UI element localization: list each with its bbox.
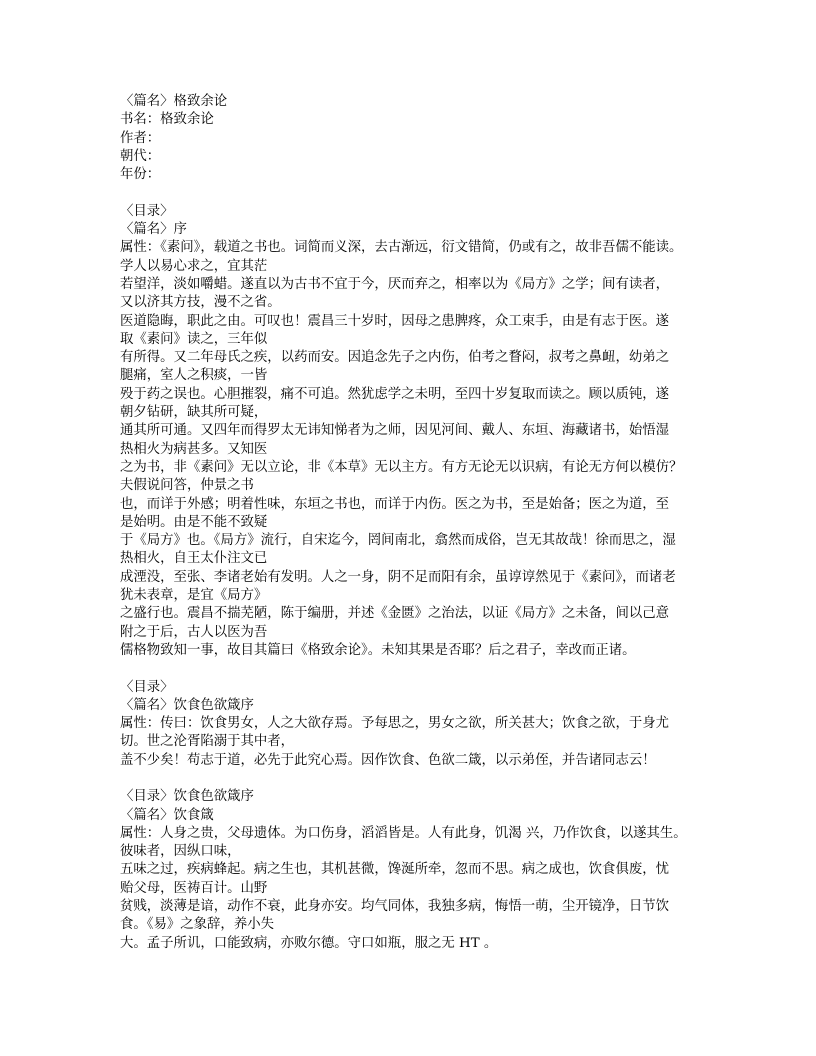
text-line: 彼味者，因纵口味， <box>120 844 241 860</box>
text-line: 是始明。由是不能不致疑 <box>120 514 268 530</box>
text-line: 夫假说问答，仲景之书 <box>120 478 254 494</box>
document-page <box>120 93 700 953</box>
toc-marker: 〈目录〉 <box>120 679 174 695</box>
text-line: 属性：《素问》，载道之书也。词简而义深，去古渐远，衍文错简，仍或有之，故非吾儒不能读。 <box>120 240 683 256</box>
year-field: 年份： <box>120 167 161 183</box>
text-line: 学人以易心求之，宜其茫 <box>120 258 268 274</box>
diet-admonition-section <box>120 788 700 953</box>
text-line: 又以济其方技，漫不之省。 <box>120 295 281 311</box>
section-title: 〈篇名〉序 <box>120 222 187 238</box>
text-line: 通其所可通。又四年而得罗太无讳知悌者为之师，因见河间、戴人、东垣、海藏诸书，始悟湿 <box>120 423 670 439</box>
text-line: 属性：传曰：饮食男女，人之大欲存焉。予每思之，男女之欲，所关甚大；饮食之欲，于身尤 <box>120 716 670 732</box>
text-line: 热相火，自王太仆注文已 <box>120 551 268 567</box>
text-line: 于《局方》也。《局方》流行，自宋迄今，罔间南北，翕然而成俗，岂无其故哉！徐而思之，湿 <box>120 533 676 549</box>
chapter-title: 〈篇名〉格致余论 <box>120 94 228 109</box>
spacer <box>120 770 700 788</box>
text-line: 成湮没，至张、李诸老始有发明。人之一身，阴不足而阳有余，虽谆谆然见于《素问》，而诸老 <box>120 569 676 585</box>
toc-marker: 〈目录〉 <box>120 203 174 219</box>
text-line: 贫贱，淡薄是谙，动作不衰，此身亦安。均气同体，我独多病，悔悟一萌，尘开镜净，日节饮 <box>120 899 670 915</box>
text-line: 附之于后，古人以医为吾 <box>120 624 268 640</box>
preface-section <box>120 203 700 660</box>
section-title: 〈篇名〉饮食箴 <box>120 807 214 823</box>
text-line: 腿痛，室人之积痰，一皆 <box>120 368 268 384</box>
text-line: 五味之过，疾病蜂起。病之生也，其机甚微，馋涎所牵，忽而不思。病之成也，饮食俱废，忧 <box>120 862 670 878</box>
text-line: 属性：人身之贵，父母遗体。为口伤身，滔滔皆是。人有此身，饥渴 兴，乃作饮食，以遂其生。 <box>120 825 687 841</box>
text-line: 犹未表章，是宜《局方》 <box>120 588 268 604</box>
text-line: 盖不少矣！苟志于道，必先于此究心焉。因作饮食、色欲二箴，以示弟侄，并告诸同志云！ <box>120 752 656 768</box>
text-line: 之盛行也。震昌不揣芜陋，陈于编册，并述《金匮》之治法，以证《局方》之未备，间以己意 <box>120 606 670 622</box>
text-line: 有所得。又二年母氏之疾，以药而安。因追念先子之内伤，伯考之瞀闷，叔考之鼻衄，幼弟之 <box>120 350 670 366</box>
text-line: 儒格物致知一事，故目其篇曰《格致余论》。未知其果是否耶？后之君子，幸改而正诸。 <box>120 642 636 658</box>
text-line: 朝夕钻研，缺其所可疑， <box>120 405 268 421</box>
text-line: 也，而详于外感；明着性味，东垣之书也，而详于内伤。医之为书，至是始备；医之为道，至 <box>120 496 670 512</box>
book-name: 书名：格致余论 <box>120 112 214 128</box>
spacer <box>120 660 700 678</box>
spacer <box>120 184 700 202</box>
diet-desire-preface-section <box>120 679 700 770</box>
text-line: 之为书，非《素问》无以立论，非《本草》无以主方。有方无论无以识病，有论无方何以模仿？ <box>120 459 683 475</box>
text-line: 食。《易》之象辞，养小失 <box>120 917 274 933</box>
text-line: 热相火为病甚多。又知医 <box>120 441 268 457</box>
text-line: 取《素问》读之，三年似 <box>120 331 268 347</box>
document-header <box>120 93 700 184</box>
text-line: 切。世之沦胥陷溺于其中者， <box>120 734 295 750</box>
text-line: 贻父母，医祷百计。山野 <box>120 880 268 896</box>
author-field: 作者： <box>120 130 161 146</box>
text-line: 殁于药之误也。心胆摧裂，痛不可追。然犹虑学之未明，至四十岁复取而读之。顾以质钝，遂 <box>120 386 670 402</box>
text-line: 医道隐晦，职此之由。可叹也！震昌三十岁时，因母之患脾疼，众工束手，由是有志于医。遂 <box>120 313 670 329</box>
text-line: 若望洋，淡如嚼蜡。遂直以为古书不宜于今，厌而弃之，相率以为《局方》之学；间有读者， <box>120 276 670 292</box>
dynasty-field: 朝代： <box>120 148 161 164</box>
section-title: 〈篇名〉饮食色欲箴序 <box>120 697 254 713</box>
toc-marker: 〈目录〉饮食色欲箴序 <box>120 789 254 805</box>
text-line: 大。孟子所讥，口能致病，亦败尔德。守口如瓶，服之无 HT 。 <box>120 935 498 951</box>
